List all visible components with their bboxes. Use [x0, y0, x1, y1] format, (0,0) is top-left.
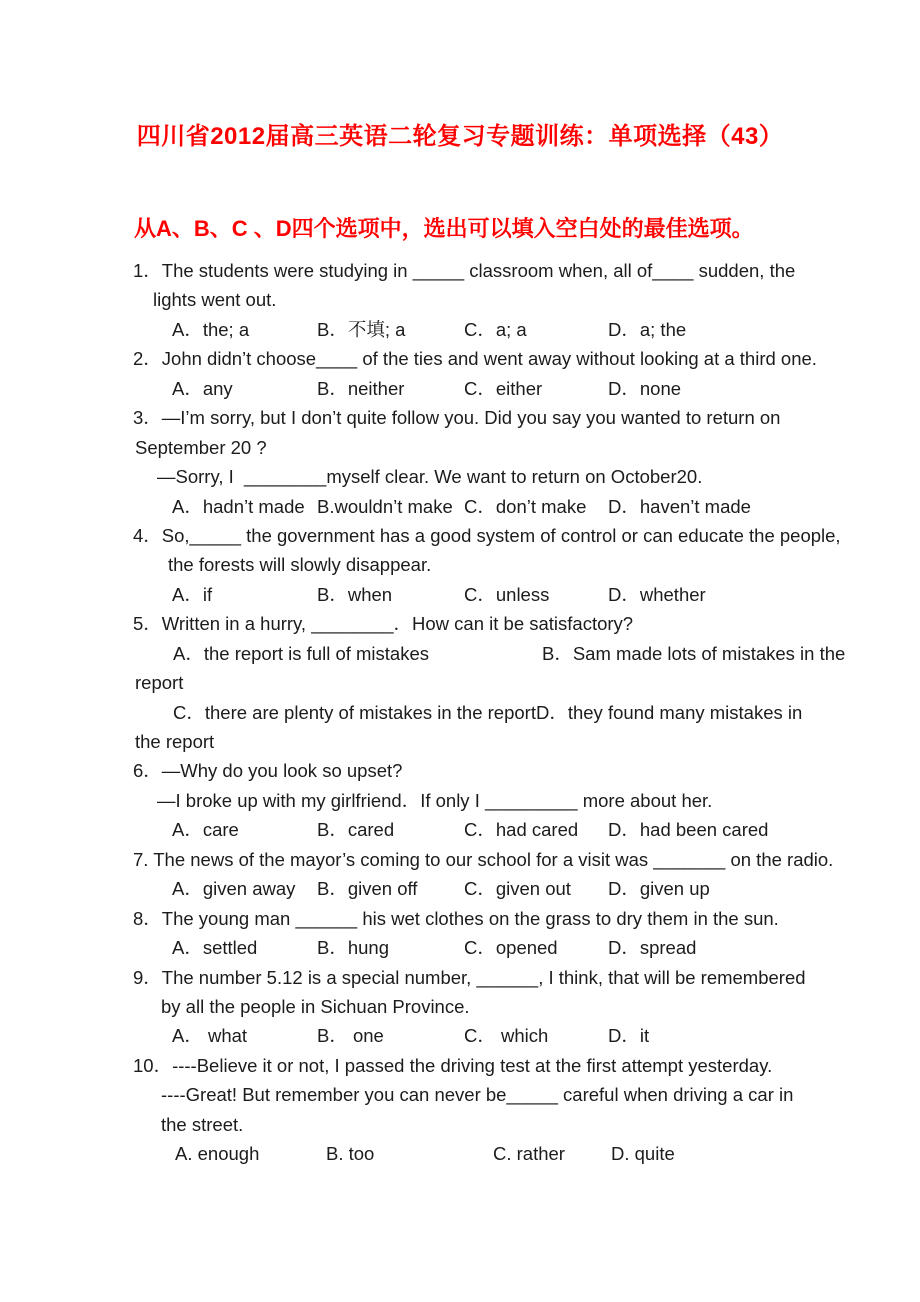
question-stem: 9．The number 5.12 is a special number, ______, I think, that will be remembered — [133, 966, 806, 988]
options-row — [133, 492, 893, 521]
option-c: C．given out — [464, 878, 571, 900]
option-d: D．they found many mistakes in — [535, 701, 803, 723]
option-d: D．given up — [608, 878, 710, 900]
option-c: C． which — [464, 1025, 549, 1047]
option-b: B. too — [326, 1143, 375, 1165]
option-c: C．unless — [464, 583, 550, 605]
question-stem: 10．----Believe it or not, I passed the driving test at the first attempt yesterday. — [133, 1054, 773, 1076]
question-6 — [133, 756, 893, 844]
question-line: by all the people in Sichuan Province. — [161, 995, 470, 1017]
option-b: B．cared — [317, 819, 395, 841]
question-2 — [133, 344, 893, 403]
question-stem: 1．The students were studying in _____ classroom when, all of____ sudden, the — [133, 260, 796, 281]
option-d: D．none — [608, 377, 682, 399]
option-a: A. enough — [175, 1143, 260, 1165]
option-a: A．given away — [172, 878, 296, 900]
option-a: A．settled — [172, 937, 258, 959]
options-row — [133, 874, 893, 903]
option-b: B．when — [317, 583, 393, 605]
option-d: D．it — [608, 1025, 650, 1047]
question-9 — [133, 963, 893, 1051]
option-c: C．either — [464, 377, 543, 399]
question-list — [133, 256, 893, 1169]
document-title: 四川省2012届高三英语二轮复习专题训练：单项选择（43） — [136, 123, 784, 150]
question-line: the street. — [161, 1113, 244, 1135]
option-b: B． one — [317, 1025, 384, 1047]
option-c: C．opened — [464, 937, 558, 959]
question-stem: 4．So,_____ the government has a good system of control or can educate the people, — [133, 524, 841, 546]
option-a: A．if — [172, 583, 213, 605]
question-7 — [133, 845, 893, 904]
options-row — [133, 1021, 893, 1050]
question-line: September 20 ? — [135, 436, 267, 458]
question-line: ----Great! But remember you can never be_____ careful when driving a car in — [161, 1084, 794, 1106]
option-a: A． what — [172, 1025, 248, 1047]
instruction-text: 从A、B、C 、D四个选项中，选出可以填入空白处的最佳选项。 — [134, 216, 754, 241]
option-a: A．the; a — [172, 318, 250, 340]
question-stem: 3．—I’m sorry, but I don’t quite follow you. Did you say you wanted to return on — [133, 407, 781, 429]
option-b: B．Sam made lots of mistakes in the — [542, 642, 846, 664]
question-stem: 7. The news of the mayor’s coming to our school for a visit was _______ on the radio. — [133, 848, 834, 870]
options-row — [133, 698, 893, 727]
option-b: B．不填; a — [317, 318, 406, 340]
question-1 — [133, 256, 893, 344]
option-a: A．the report is full of mistakes — [173, 642, 430, 664]
option-d: D．had been cared — [608, 819, 769, 841]
question-line: the forests will slowly disappear. — [168, 554, 432, 576]
option-b: B．given off — [317, 878, 418, 900]
option-d: D．whether — [608, 583, 706, 605]
options-row — [133, 933, 893, 962]
options-row — [133, 315, 893, 344]
option-d: D. quite — [611, 1143, 675, 1165]
option-d: D．haven’t made — [608, 495, 751, 517]
question-line: —Sorry, I ________myself clear. We want to return on October20. — [157, 466, 703, 488]
question-3 — [133, 403, 893, 521]
option-b: B.wouldn’t make — [317, 495, 453, 517]
option-d: D．a; the — [608, 318, 687, 340]
question-8 — [133, 904, 893, 963]
question-stem: 5．Written in a hurry, ________．How can it be satisfactory? — [133, 613, 634, 635]
options-row — [133, 815, 893, 844]
option-d: D．spread — [608, 937, 697, 959]
question-stem: 2．John didn’t choose____ of the ties and went away without looking at a third one. — [133, 348, 817, 370]
option-c: C．don’t make — [464, 495, 587, 517]
option-b: B．hung — [317, 937, 389, 959]
options-row — [133, 580, 893, 609]
option-c: C．a; a — [464, 318, 527, 340]
question-line: lights went out. — [153, 289, 277, 311]
question-10 — [133, 1051, 893, 1169]
option-a: A．any — [172, 377, 233, 399]
question-line: the report — [135, 731, 215, 752]
option-b: B．neither — [317, 377, 405, 399]
option-c: C．had cared — [464, 819, 579, 841]
question-stem: 8．The young man ______ his wet clothes on the grass to dry them in the sun. — [133, 907, 779, 929]
option-a: A．hadn’t made — [172, 495, 305, 517]
question-4 — [133, 521, 893, 609]
option-a: A．care — [172, 819, 239, 841]
options-row — [133, 374, 893, 403]
option-c: C. rather — [493, 1143, 565, 1165]
options-row — [133, 1139, 893, 1168]
question-5 — [133, 609, 893, 756]
question-stem: 6．—Why do you look so upset? — [133, 760, 403, 782]
question-line: —I broke up with my girlfriend．If only I _________ more about her. — [157, 789, 713, 811]
option-c: C．there are plenty of mistakes in the report — [173, 701, 536, 723]
options-row — [133, 639, 893, 668]
question-line: report — [135, 672, 184, 694]
